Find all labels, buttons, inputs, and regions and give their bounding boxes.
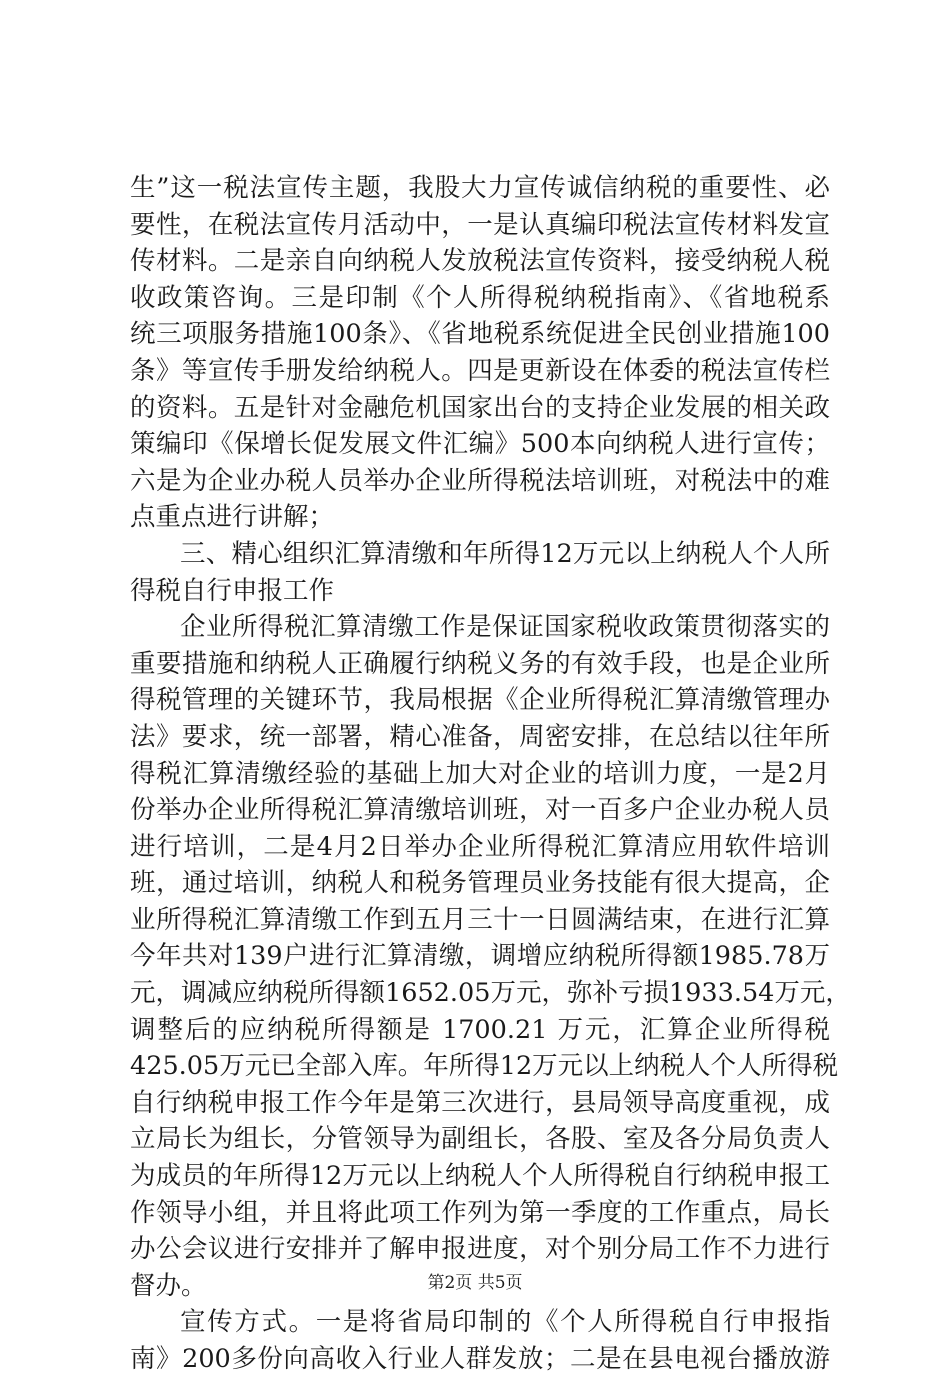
text-line: 自行纳税申报工作今年是第三次进行，县局领导高度重视，成 bbox=[130, 1087, 830, 1118]
text-line: 要性，在税法宣传月活动中，一是认真编印税法宣传材料发宣 bbox=[130, 209, 830, 240]
text-line: 生”这一税法宣传主题，我股大力宣传诚信纳税的重要性、必 bbox=[130, 173, 830, 203]
text-line: 份举办企业所得税汇算清缴培训班，对一百多户企业办税人员 bbox=[130, 795, 830, 826]
text-line: 策编印《保增长促发展文件汇编》500本向纳税人进行宣传； bbox=[130, 429, 830, 460]
text-line: 重要措施和纳税人正确履行纳税义务的有效手段，也是企业所 bbox=[130, 648, 830, 679]
text-line: 调整后的应纳税所得额是 1700.21 万元，汇算企业所得税 bbox=[130, 1014, 830, 1045]
text-line: 立局长为组长，分管领导为副组长，各股、室及各分局负责人 bbox=[130, 1124, 830, 1155]
text-line: 三、精心组织汇算清缴和年所得12万元以上纳税人个人所 bbox=[180, 538, 830, 569]
text-line: 元，调减应纳税所得额1652.05万元，弥补亏损1933.54万元， bbox=[130, 978, 851, 1009]
text-line: 南》200多份向高收入行业人群发放；二是在县电视台播放游 bbox=[130, 1344, 830, 1374]
text-line: 425.05万元已全部入库。年所得12万元以上纳税人个人所得税 bbox=[130, 1051, 839, 1082]
text-line: 点重点进行讲解； bbox=[130, 502, 335, 533]
text-line: 企业所得税汇算清缴工作是保证国家税收政策贯彻落实的 bbox=[180, 612, 830, 643]
text-line: 业所得税汇算清缴工作到五月三十一日圆满结束，在进行汇算 bbox=[130, 904, 830, 935]
document-body bbox=[130, 170, 851, 1378]
text-line: 作领导小组，并且将此项工作列为第一季度的工作重点，局长 bbox=[130, 1197, 830, 1228]
text-line: 得税管理的关键环节，我局根据《企业所得税汇算清缴管理办 bbox=[130, 685, 830, 716]
text-line: 班，通过培训，纳税人和税务管理员业务技能有很大提高，企 bbox=[130, 868, 830, 899]
text-line: 今年共对139户进行汇算清缴，调增应纳税所得额1985.78万 bbox=[130, 941, 830, 972]
text-line: 传材料。二是亲自向纳税人发放税法宣传资料，接受纳税人税 bbox=[130, 246, 830, 277]
text-line: 得税汇算清缴经验的基础上加大对企业的培训力度，一是2月 bbox=[130, 758, 830, 789]
text-line: 的资料。五是针对金融危机国家出台的支持企业发展的相关政 bbox=[130, 392, 830, 423]
text-line: 督办。 bbox=[130, 1270, 207, 1301]
text-line: 六是为企业办税人员举办企业所得税法培训班，对税法中的难 bbox=[130, 465, 830, 496]
text-line: 办公会议进行安排并了解申报进度，对个别分局工作不力进行 bbox=[130, 1234, 830, 1265]
text-line: 进行培训，二是4月2日举办企业所得税汇算清应用软件培训 bbox=[130, 831, 830, 862]
text-line: 法》要求，统一部署，精心准备，周密安排，在总结以往年所 bbox=[130, 721, 830, 752]
text-line: 为成员的年所得12万元以上纳税人个人所得税自行纳税申报工 bbox=[130, 1161, 830, 1192]
text-line: 条》等宣传手册发给纳税人。四是更新设在体委的税法宣传栏 bbox=[130, 355, 830, 386]
text-line: 宣传方式。一是将省局印制的《个人所得税自行申报指 bbox=[180, 1307, 830, 1338]
page-footer: 第2页 共5页 bbox=[427, 1273, 523, 1293]
text-line: 统三项服务措施100条》、《省地税系统促进全民创业措施100 bbox=[130, 319, 830, 350]
text-line: 收政策咨询。三是印制《个人所得税纳税指南》、《省地税系 bbox=[130, 282, 830, 313]
text-line: 得税自行申报工作 bbox=[130, 575, 335, 606]
